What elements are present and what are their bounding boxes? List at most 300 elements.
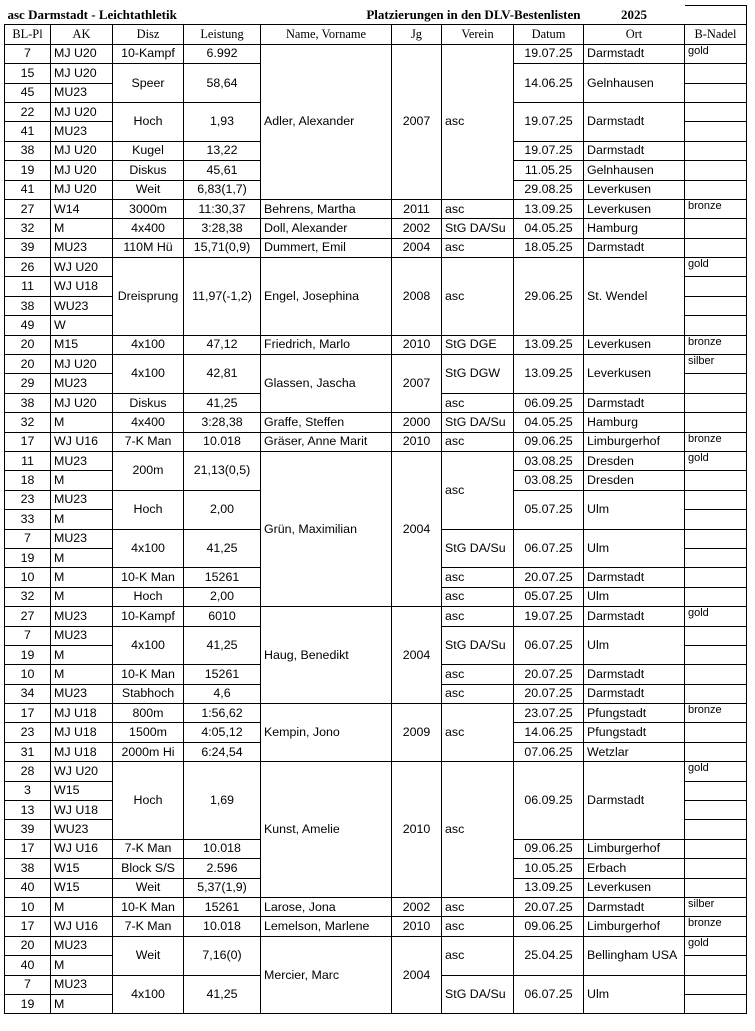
cell-jg: 2002 [392,219,442,238]
cell-leistung: 6,83(1,7) [184,180,261,199]
table-row [5,238,747,257]
cell-ort: Darmstadt [584,238,685,257]
cell-ort: Dresden [584,471,685,490]
cell-name: Engel, Josephina [261,258,392,336]
cell-leistung: 4:05,12 [184,723,261,742]
cell-ak: WU23 [51,296,113,315]
cell-bl-pl: 40 [5,956,51,975]
cell-datum: 20.07.25 [514,897,584,916]
table-row [5,432,747,451]
cell-ak: MU23 [51,975,113,994]
cell-b-nadel [685,684,747,703]
cell-verein: asc [442,199,514,218]
cell-jg: 2010 [392,335,442,354]
cell-ak: MU23 [51,607,113,626]
table-row [5,355,747,374]
cell-bl-pl: 17 [5,839,51,858]
cell-leistung: 15261 [184,665,261,684]
cell-leistung: 2,00 [184,490,261,529]
cell-bl-pl: 27 [5,199,51,218]
cell-jg: 2002 [392,897,442,916]
cell-datum: 23.07.25 [514,704,584,723]
table-body [5,44,747,1014]
cell-leistung: 41,25 [184,529,261,568]
cell-ort: Limburgerhof [584,917,685,936]
cell-datum: 19.07.25 [514,607,584,626]
table-row [5,258,747,277]
cell-ak: M [51,471,113,490]
cell-ort: Ulm [584,626,685,665]
cell-disz: 10-Kampf [113,44,184,63]
cell-ak: WJ U18 [51,277,113,296]
cell-ort: Bellingham USA [584,936,685,975]
cell-leistung: 21,13(0,5) [184,451,261,490]
cell-jg: 2000 [392,413,442,432]
cell-ak: M [51,645,113,664]
cell-disz: Diskus [113,161,184,180]
cell-bl-pl: 20 [5,936,51,955]
cell-jg: 2004 [392,936,442,1014]
cell-disz: Hoch [113,102,184,141]
cell-leistung: 41,25 [184,975,261,1014]
cell-disz: Hoch [113,490,184,529]
cell-ak: M [51,568,113,587]
cell-ort: Pfungstadt [584,704,685,723]
column-header-name: Name, Vorname [261,25,392,44]
cell-ak: M [51,587,113,606]
cell-disz: 800m [113,704,184,723]
cell-ak: WJ U20 [51,762,113,781]
cell-verein: asc [442,393,514,412]
cell-b-nadel [685,994,747,1013]
cell-datum: 06.09.25 [514,393,584,412]
cell-datum: 19.07.25 [514,102,584,141]
cell-b-nadel [685,64,747,83]
cell-bl-pl: 19 [5,994,51,1013]
cell-b-nadel [685,742,747,761]
cell-disz: 1500m [113,723,184,742]
cell-bl-pl: 39 [5,820,51,839]
cell-datum: 06.07.25 [514,975,584,1014]
cell-b-nadel [685,801,747,820]
cell-b-nadel: gold [685,258,747,277]
header-row [5,25,747,44]
cell-bl-pl: 32 [5,219,51,238]
cell-jg: 2007 [392,44,442,199]
cell-b-nadel [685,626,747,645]
cell-bl-pl: 38 [5,393,51,412]
cell-datum: 05.07.25 [514,587,584,606]
cell-name: Graffe, Steffen [261,413,392,432]
cell-disz: Hoch [113,762,184,840]
cell-datum: 20.07.25 [514,665,584,684]
cell-b-nadel: gold [685,451,747,470]
table-row [5,917,747,936]
cell-ak: MU23 [51,83,113,102]
cell-b-nadel [685,393,747,412]
cell-verein: asc [442,762,514,898]
cell-name: Doll, Alexander [261,219,392,238]
cell-leistung: 15261 [184,897,261,916]
cell-bl-pl: 31 [5,742,51,761]
cell-b-nadel: gold [685,607,747,626]
cell-datum: 29.08.25 [514,180,584,199]
cell-b-nadel [685,723,747,742]
cell-verein: StG DA/Su [442,219,514,238]
cell-b-nadel [685,141,747,160]
cell-ort: Darmstadt [584,44,685,63]
cell-ak: WU23 [51,820,113,839]
cell-disz: 3000m [113,199,184,218]
cell-verein: asc [442,258,514,336]
cell-b-nadel: gold [685,936,747,955]
cell-b-nadel: bronze [685,432,747,451]
cell-leistung: 11:30,37 [184,199,261,218]
cell-ort: Darmstadt [584,141,685,160]
cell-disz: 10-Kampf [113,607,184,626]
cell-ak: MJ U20 [51,180,113,199]
cell-leistung: 1,93 [184,102,261,141]
cell-bl-pl: 41 [5,122,51,141]
cell-datum: 03.08.25 [514,451,584,470]
cell-b-nadel [685,102,747,121]
cell-b-nadel: gold [685,762,747,781]
cell-ort: Darmstadt [584,102,685,141]
column-header-jg: Jg [392,25,442,44]
cell-verein: asc [442,587,514,606]
cell-verein: asc [442,684,514,703]
cell-ak: W14 [51,199,113,218]
cell-ak: M [51,413,113,432]
cell-bl-pl: 17 [5,917,51,936]
cell-verein: asc [442,897,514,916]
cell-ak: M [51,219,113,238]
cell-datum: 13.09.25 [514,335,584,354]
cell-b-nadel [685,219,747,238]
cell-b-nadel [685,490,747,509]
cell-ak: MU23 [51,936,113,955]
cell-bl-pl: 7 [5,529,51,548]
cell-ak: MJ U20 [51,102,113,121]
cell-ak: MU23 [51,374,113,393]
cell-b-nadel [685,277,747,296]
cell-bl-pl: 20 [5,355,51,374]
table-row [5,219,747,238]
cell-datum: 04.05.25 [514,219,584,238]
cell-b-nadel: silber [685,897,747,916]
cell-leistung: 47,12 [184,335,261,354]
cell-bl-pl: 10 [5,568,51,587]
cell-ak: MU23 [51,529,113,548]
cell-datum: 14.06.25 [514,723,584,742]
cell-leistung: 2.596 [184,859,261,878]
cell-bl-pl: 23 [5,490,51,509]
cell-disz: Hoch [113,587,184,606]
cell-bl-pl: 7 [5,44,51,63]
cell-datum: 14.06.25 [514,64,584,103]
cell-ort: Leverkusen [584,335,685,354]
cell-disz: 2000m Hi [113,742,184,761]
cell-name: Behrens, Martha [261,199,392,218]
cell-ort: Ulm [584,529,685,568]
cell-datum: 13.09.25 [514,199,584,218]
cell-disz: Dreisprung [113,258,184,336]
cell-datum: 09.06.25 [514,432,584,451]
cell-datum: 25.04.25 [514,936,584,975]
cell-disz: 10-K Man [113,665,184,684]
cell-ort: Pfungstadt [584,723,685,742]
cell-b-nadel [685,548,747,567]
title-spacer [685,6,747,25]
cell-name: Haug, Benedikt [261,607,392,704]
cell-bl-pl: 38 [5,141,51,160]
cell-ort: Limburgerhof [584,839,685,858]
cell-leistung: 45,61 [184,161,261,180]
cell-jg: 2004 [392,238,442,257]
cell-leistung: 42,81 [184,355,261,394]
cell-verein: StG DGW [442,355,514,394]
cell-ak: MU23 [51,684,113,703]
cell-jg: 2004 [392,451,442,606]
cell-ort: Leverkusen [584,180,685,199]
cell-disz: Diskus [113,393,184,412]
cell-ak: MJ U20 [51,393,113,412]
cell-ak: W15 [51,781,113,800]
cell-ak: MJ U20 [51,64,113,83]
column-header-leistung: Leistung [184,25,261,44]
cell-verein: asc [442,704,514,762]
cell-verein: asc [442,917,514,936]
cell-name: Mercier, Marc [261,936,392,1014]
cell-ort: Ulm [584,490,685,529]
cell-jg: 2010 [392,917,442,936]
cell-bl-pl: 32 [5,587,51,606]
cell-b-nadel [685,83,747,102]
cell-ort: Ulm [584,975,685,1014]
cell-leistung: 7,16(0) [184,936,261,975]
cell-b-nadel: bronze [685,704,747,723]
cell-b-nadel [685,781,747,800]
cell-verein: asc [442,432,514,451]
cell-disz: 10-K Man [113,897,184,916]
cell-ak: MJ U18 [51,742,113,761]
cell-ort: St. Wendel [584,258,685,336]
cell-disz: 4x400 [113,413,184,432]
cell-ak: MU23 [51,626,113,645]
cell-bl-pl: 40 [5,878,51,897]
cell-name: Adler, Alexander [261,44,392,199]
cell-ak: WJ U16 [51,917,113,936]
cell-bl-pl: 41 [5,180,51,199]
cell-disz: 4x100 [113,355,184,394]
cell-disz: 4x100 [113,626,184,665]
cell-disz: 4x400 [113,219,184,238]
column-header-ak: AK [51,25,113,44]
cell-ak: WJ U20 [51,258,113,277]
cell-leistung: 11,97(-1,2) [184,258,261,336]
cell-jg: 2008 [392,258,442,336]
cell-ak: MU23 [51,122,113,141]
cell-bl-pl: 34 [5,684,51,703]
cell-name: Grün, Maximilian [261,451,392,606]
cell-b-nadel: bronze [685,199,747,218]
cell-bl-pl: 45 [5,83,51,102]
table-row [5,44,747,63]
cell-leistung: 10.018 [184,432,261,451]
cell-b-nadel [685,296,747,315]
cell-bl-pl: 7 [5,626,51,645]
cell-verein: StG DA/Su [442,529,514,568]
cell-datum: 29.06.25 [514,258,584,336]
cell-leistung: 41,25 [184,393,261,412]
cell-bl-pl: 32 [5,413,51,432]
cell-datum: 20.07.25 [514,568,584,587]
cell-datum: 09.06.25 [514,839,584,858]
cell-ort: Limburgerhof [584,432,685,451]
cell-datum: 20.07.25 [514,684,584,703]
rankings-table [4,5,747,1014]
sheet-title-row [5,6,747,25]
cell-disz: 110M Hü [113,238,184,257]
cell-leistung: 4,6 [184,684,261,703]
cell-datum: 19.07.25 [514,44,584,63]
cell-verein: StG DA/Su [442,413,514,432]
cell-leistung: 15,71(0,9) [184,238,261,257]
cell-verein: StG DA/Su [442,975,514,1014]
cell-disz: Stabhoch [113,684,184,703]
cell-disz: 4x100 [113,335,184,354]
cell-name: Kempin, Jono [261,704,392,762]
cell-ort: Wetzlar [584,742,685,761]
cell-ort: Darmstadt [584,393,685,412]
cell-b-nadel [685,471,747,490]
cell-bl-pl: 10 [5,897,51,916]
cell-ak: MJ U20 [51,141,113,160]
cell-leistung: 13,22 [184,141,261,160]
cell-name: Kunst, Amelie [261,762,392,898]
cell-verein: asc [442,44,514,199]
cell-bl-pl: 13 [5,801,51,820]
cell-leistung: 3:28,38 [184,413,261,432]
cell-jg: 2007 [392,355,442,413]
cell-bl-pl: 18 [5,471,51,490]
cell-jg: 2010 [392,762,442,898]
table-row [5,451,747,470]
cell-name: Gräser, Anne Marit [261,432,392,451]
table-row [5,762,747,781]
column-header-bl-pl: BL-Pl [5,25,51,44]
cell-bl-pl: 11 [5,277,51,296]
cell-disz: Weit [113,936,184,975]
cell-ak: W15 [51,859,113,878]
cell-disz: Speer [113,64,184,103]
cell-ak: M [51,897,113,916]
cell-ak: M [51,548,113,567]
table-row [5,199,747,218]
cell-b-nadel [685,238,747,257]
cell-disz: 4x100 [113,529,184,568]
cell-leistung: 58,64 [184,64,261,103]
cell-ak: MJ U20 [51,161,113,180]
table-row [5,607,747,626]
cell-ak: MU23 [51,490,113,509]
table-row [5,936,747,955]
cell-ak: M [51,510,113,529]
cell-b-nadel [685,839,747,858]
cell-leistung: 6010 [184,607,261,626]
cell-b-nadel: gold [685,44,747,63]
cell-leistung: 10.018 [184,917,261,936]
cell-ort: Hamburg [584,219,685,238]
cell-leistung: 1,69 [184,762,261,840]
cell-leistung: 5,37(1,9) [184,878,261,897]
cell-datum: 07.06.25 [514,742,584,761]
cell-bl-pl: 49 [5,316,51,335]
cell-b-nadel [685,180,747,199]
cell-datum: 10.05.25 [514,859,584,878]
cell-ak: MU23 [51,238,113,257]
cell-bl-pl: 38 [5,859,51,878]
cell-jg: 2010 [392,432,442,451]
cell-bl-pl: 3 [5,781,51,800]
cell-ort: Darmstadt [584,568,685,587]
cell-name: Friedrich, Marlo [261,335,392,354]
cell-ort: Gelnhausen [584,64,685,103]
cell-b-nadel [685,975,747,994]
column-header-datum: Datum [514,25,584,44]
table-row [5,413,747,432]
club-title: asc Darmstadt - Leichtathletik [5,6,261,25]
cell-b-nadel: bronze [685,917,747,936]
cell-ort: Ulm [584,587,685,606]
cell-ak: MJ U18 [51,704,113,723]
cell-verein: asc [442,238,514,257]
cell-name: Dummert, Emil [261,238,392,257]
cell-verein: StG DA/Su [442,626,514,665]
cell-jg: 2009 [392,704,442,762]
cell-bl-pl: 17 [5,704,51,723]
cell-verein: asc [442,665,514,684]
cell-ort: Hamburg [584,413,685,432]
cell-ak: WJ U16 [51,432,113,451]
cell-datum: 13.09.25 [514,878,584,897]
cell-b-nadel [685,587,747,606]
cell-disz: 7-K Man [113,839,184,858]
cell-verein: asc [442,568,514,587]
cell-datum: 05.07.25 [514,490,584,529]
cell-b-nadel [685,878,747,897]
cell-bl-pl: 22 [5,102,51,121]
cell-ak: WJ U18 [51,801,113,820]
cell-datum: 19.07.25 [514,141,584,160]
cell-disz: 200m [113,451,184,490]
cell-datum: 13.09.25 [514,355,584,394]
table-row [5,897,747,916]
cell-ak: M [51,994,113,1013]
sheet-year: 2025 [584,6,685,25]
cell-disz: 7-K Man [113,917,184,936]
cell-ort: Erbach [584,859,685,878]
cell-disz: 4x100 [113,975,184,1014]
cell-ak: W15 [51,878,113,897]
cell-datum: 18.05.25 [514,238,584,257]
cell-ort: Darmstadt [584,897,685,916]
cell-disz: 7-K Man [113,432,184,451]
column-header-disz: Disz [113,25,184,44]
cell-ort: Dresden [584,451,685,470]
cell-ort: Leverkusen [584,199,685,218]
cell-datum: 11.05.25 [514,161,584,180]
